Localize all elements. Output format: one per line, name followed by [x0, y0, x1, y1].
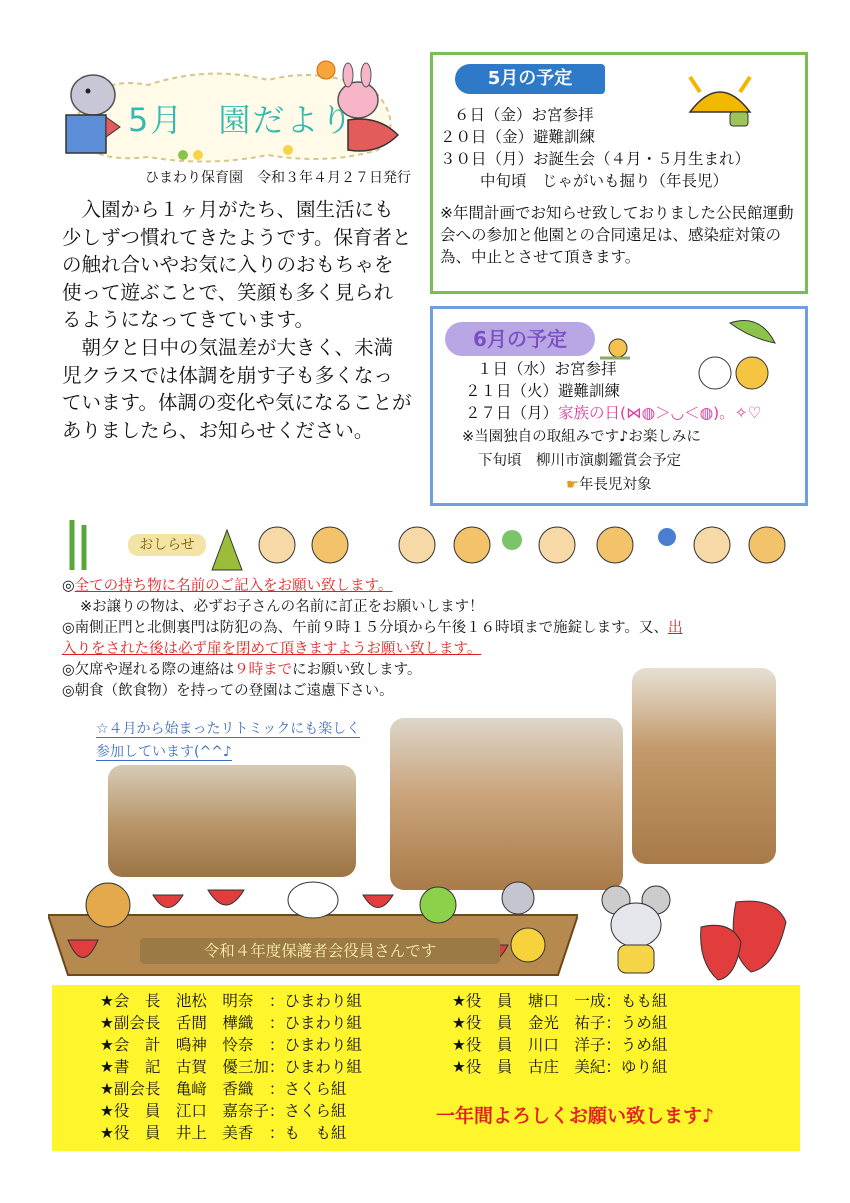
bullet-mark: ◎ [62, 683, 75, 699]
elephant-icon [71, 75, 115, 115]
bullet-mark: ◎ [62, 620, 75, 636]
june-note: ※当園独自の取組みです♪お楽しみに [462, 429, 701, 445]
notice-text: 朝食（飲食物）を持っての登園はご遠慮下さい。 [74, 683, 394, 699]
mouse-strawberry-icon [596, 880, 676, 980]
pointing-hand-icon: ☛ [566, 477, 579, 493]
rhythmic-photo-2 [390, 718, 623, 890]
may-item: ３０日（月）お誕生会（４月・５月生まれ） [440, 150, 751, 168]
bullet-mark: ◎ [62, 578, 75, 594]
june-item: ２１日（火）避難訓練 [465, 382, 621, 400]
notice-text: 欠席や遅れる際の連絡は [74, 662, 235, 678]
rhythmic-photo-3 [632, 668, 776, 864]
notice-text-red: 出 [668, 620, 683, 636]
caption-line-1: ☆４月から始まったリトミックにも楽しく [96, 721, 361, 737]
member-row: ★役 員 金光 祐子：うめ組 [452, 1014, 668, 1032]
notice-item-cont [62, 639, 802, 660]
sun-icon [317, 61, 335, 79]
chick-icon [511, 928, 545, 962]
kids-and-bears-row [259, 527, 785, 563]
intro-paragraph-2: 朝夕と日中の気温差が大きく、未満児クラスでは体調を崩す子も多くなっています。体調の変化や気になることがありましたら、お知らせください。 [62, 335, 412, 442]
june-late-target [566, 474, 652, 496]
page-title: 5月 園だより [128, 101, 355, 139]
pta-title: 令和４年度保護者会役員さんです [140, 938, 500, 964]
snail-icon [598, 336, 632, 360]
notice-text: 南側正門と北側裏門は防犯の為、午前９時１５分頃から午後１６時頃まで施錠します。又、 [74, 620, 668, 636]
june-late-month: 下旬頃 柳川市演劇鑑賞会予定 [478, 453, 681, 469]
members-right-column [452, 990, 667, 1078]
issuer-line: ひまわり保育園 令和３年４月２７日発行 [145, 170, 411, 186]
pta-banner-illustration [48, 880, 578, 980]
member-row: ★役 員 井上 美香 ：も も組 [100, 1124, 347, 1142]
intro-paragraph-1: 入園から１ヶ月がたち、園生活にも少しずつ慣れてきたようです。保育者との触れ合いやお気に入りのおもちゃを使って遊ぶことで、笑顔も多く見られるようになってきています。 [62, 198, 412, 332]
june-schedule-title: 6月の予定 [445, 322, 595, 356]
notice-item [62, 576, 802, 597]
closing-message: 一年間よろしくお願い致します♪ [436, 1105, 715, 1127]
member-row: ★会 長 池松 明奈 ：ひまわり組 [100, 992, 362, 1010]
member-row: ★役 員 古庄 美紀：ゆり組 [452, 1058, 668, 1076]
bamboo-icon [72, 520, 84, 570]
notice-text: にお願い致します。 [292, 662, 422, 678]
member-row: ★副会長 亀﨑 香織 ：さくら組 [100, 1080, 347, 1098]
target-label: 年長児対象 [579, 477, 652, 493]
member-row: ★役 員 塘口 一成：もも組 [452, 992, 668, 1010]
may-schedule-list [440, 104, 750, 192]
may-item: ６日（金）お宮参拝 [454, 106, 594, 124]
notice-sub: ※お譲りの物は、必ずお子さんの名前に訂正をお願いします！ [80, 599, 484, 615]
notice-time: ９時まで [234, 662, 293, 678]
bear-icon [86, 883, 130, 927]
june-item-date: ２７日（月） [465, 404, 559, 422]
caption-line-2: 参加しています(^^♪ [96, 744, 232, 760]
rhythmic-photo-1 [108, 765, 356, 877]
june-item: １日（水）お宮参拝 [477, 360, 617, 378]
june-schedule-list [465, 358, 762, 424]
frog-icon [420, 887, 456, 923]
family-day-label: 家族の日(⋈◍＞◡＜◍)。✧♡ [558, 404, 762, 422]
may-schedule-note: ※年間計画でお知らせ致しておりました公民館運動会への参加と他園との合同遠足は、感染症対策の為、中止とさせて頂きます。 [440, 204, 794, 266]
notice-item [62, 618, 802, 639]
bullet-mark: ◎ [62, 662, 75, 678]
may-item: 中旬頃 じゃがいも掘り（年長児） [480, 172, 729, 190]
balloon-icon [658, 528, 676, 546]
members-left-column [100, 990, 362, 1144]
member-row: ★副会長 舌間 樺織 ：ひまわり組 [100, 1014, 362, 1032]
intro-text [62, 196, 412, 444]
member-row: ★役 員 川口 洋子：うめ組 [452, 1036, 668, 1054]
strawberries-icon [696, 892, 796, 982]
member-row: ★書 記 古賀 優三加：ひまわり組 [100, 1058, 362, 1076]
dog-icon [288, 882, 338, 918]
photo-caption [96, 718, 386, 764]
may-item: ２０日（金）避難訓練 [440, 128, 596, 146]
notice-text-red: 全ての持ち物に名前のご記入をお願い致します。 [74, 578, 393, 594]
mouse-icon [502, 882, 534, 914]
june-item [465, 402, 762, 424]
bamboo-shoot-icon [212, 530, 242, 570]
notice-label: おしらせ [128, 534, 206, 556]
notice-text-red: 入りをされた後は必ず扉を閉めて頂きますようお願い致します。 [62, 641, 482, 657]
member-row: ★役 員 江口 嘉奈子：さくら組 [100, 1102, 347, 1120]
member-row: ★会 計 鳴神 怜奈 ：ひまわり組 [100, 1036, 362, 1054]
may-schedule-title: 5月の予定 [455, 64, 605, 94]
tree-icon [502, 530, 522, 550]
